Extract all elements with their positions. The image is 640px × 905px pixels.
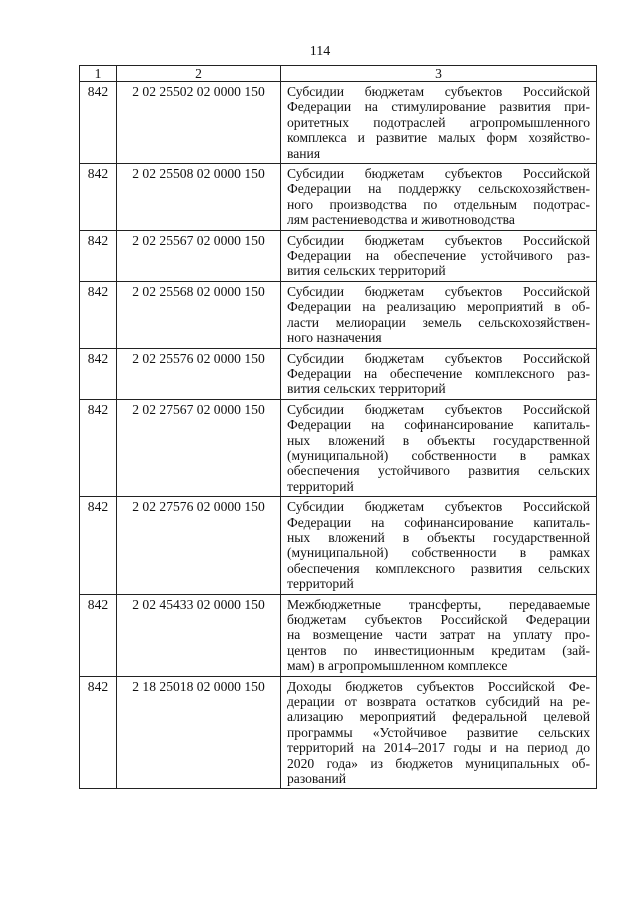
description-line: ализацию мероприятий федеральной целевой [287,709,590,725]
admin-code-cell: 842 [80,281,117,348]
revenue-code-cell: 2 02 27576 02 0000 150 [117,497,281,594]
admin-code-cell: 842 [80,594,117,676]
description-line: Субсидии бюджетам субъектов Российской [287,166,590,182]
description-line: Доходы бюджетов субъектов Российской Фе- [287,678,590,694]
budget-classification-table [79,65,597,789]
description-line: Федерации на обеспечение комплексного раз- [287,365,590,381]
description-line: ного производства по отдельным подотрас- [287,196,590,212]
revenue-description-cell [281,399,597,496]
table-row [80,676,597,789]
description-line: Федерации на софинансирование капиталь- [287,514,590,530]
admin-code-cell: 842 [80,399,117,496]
column-header-2: 2 [117,66,281,82]
admin-code-cell: 842 [80,497,117,594]
table-row [80,594,597,676]
description-line: лям растениеводства и животноводства [287,212,515,228]
revenue-code-cell: 2 02 45433 02 0000 150 [117,594,281,676]
revenue-description-cell [281,676,597,789]
revenue-code-cell: 2 18 25018 02 0000 150 [117,676,281,789]
table-row [80,399,597,496]
description-line: Субсидии бюджетам субъектов Российской [287,84,590,99]
revenue-description-cell [281,348,597,399]
description-line: Субсидии бюджетам субъектов Российской [287,283,590,299]
admin-code-cell: 842 [80,164,117,231]
description-line: оритетных подотраслей агропромышленного [287,114,590,130]
table-row [80,164,597,231]
table-body [80,82,597,789]
description-line: Субсидии бюджетам субъектов Российской [287,499,590,515]
description-line: территорий на 2014–2017 годы и на период до [287,740,590,756]
revenue-description-cell [281,82,597,164]
description-line: на возмещение части затрат на уплату про- [287,627,590,643]
description-line: мам) в агропромышленном комплексе [287,658,508,674]
description-line: (муниципальной) собственности в рамках [287,447,590,463]
description-line: Субсидии бюджетам субъектов Российской [287,232,590,248]
revenue-code-cell: 2 02 25567 02 0000 150 [117,230,281,281]
description-line: Федерации на софинансирование капиталь- [287,417,590,433]
table-row [80,497,597,594]
column-header-1: 1 [80,66,117,82]
description-line: Межбюджетные трансферты, передаваемые [287,596,590,612]
description-line: ного назначения [287,330,382,346]
description-line: вития сельских территорий [287,263,446,279]
description-line: разований [287,771,347,787]
description-line: комплекса и развитие малых форм хозяйство- [287,130,590,146]
admin-code-cell: 842 [80,82,117,164]
description-line: вития сельских территорий [287,381,446,397]
revenue-description-cell [281,594,597,676]
revenue-description-cell [281,230,597,281]
revenue-description-cell [281,164,597,231]
description-line: Федерации на поддержку сельскохозяйствен- [287,181,590,197]
description-line: дерации от возврата остатков субсидий на ре- [287,694,590,710]
description-line: обеспечения комплексного развития сельских [287,560,590,576]
description-line: Федерации на обеспечение устойчивого раз- [287,248,590,264]
revenue-description-cell [281,281,597,348]
description-line: ных вложений в объекты государственной [287,529,590,545]
revenue-code-cell: 2 02 25502 02 0000 150 [117,82,281,164]
table-row [80,82,597,164]
revenue-code-cell: 2 02 25576 02 0000 150 [117,348,281,399]
description-line: Федерации на стимулирование развития при- [287,99,590,115]
description-line: ных вложений в объекты государственной [287,432,590,448]
revenue-code-cell: 2 02 25568 02 0000 150 [117,281,281,348]
description-line: центов по инвестиционным кредитам (зай- [287,642,590,658]
description-line: ласти мелиорации земель сельскохозяйствен- [287,314,590,330]
description-line: Субсидии бюджетам субъектов Российской [287,401,590,417]
table-row [80,281,597,348]
admin-code-cell: 842 [80,230,117,281]
column-header-3: 3 [281,66,597,82]
description-line: обеспечения устойчивого развития сельских [287,463,590,479]
description-line: бюджетам субъектов Российской Федерации [287,612,590,627]
description-line: вания [287,145,321,161]
description-line: Федерации на реализацию мероприятий в об- [287,299,590,315]
table-header-row [80,66,597,82]
description-line: территорий [287,478,354,494]
description-line: 2020 года» из бюджетов муниципальных об- [287,755,590,771]
admin-code-cell: 842 [80,348,117,399]
revenue-code-cell: 2 02 25508 02 0000 150 [117,164,281,231]
revenue-description-cell [281,497,597,594]
description-line: Субсидии бюджетам субъектов Российской [287,350,590,366]
page-number: 114 [309,44,331,59]
description-line: (муниципальной) собственности в рамках [287,545,590,561]
admin-code-cell: 842 [80,676,117,789]
description-line: программы «Устойчивое развитие сельских [287,724,590,740]
table-row [80,348,597,399]
table-row [80,230,597,281]
revenue-code-cell: 2 02 27567 02 0000 150 [117,399,281,496]
description-line: территорий [287,576,354,592]
